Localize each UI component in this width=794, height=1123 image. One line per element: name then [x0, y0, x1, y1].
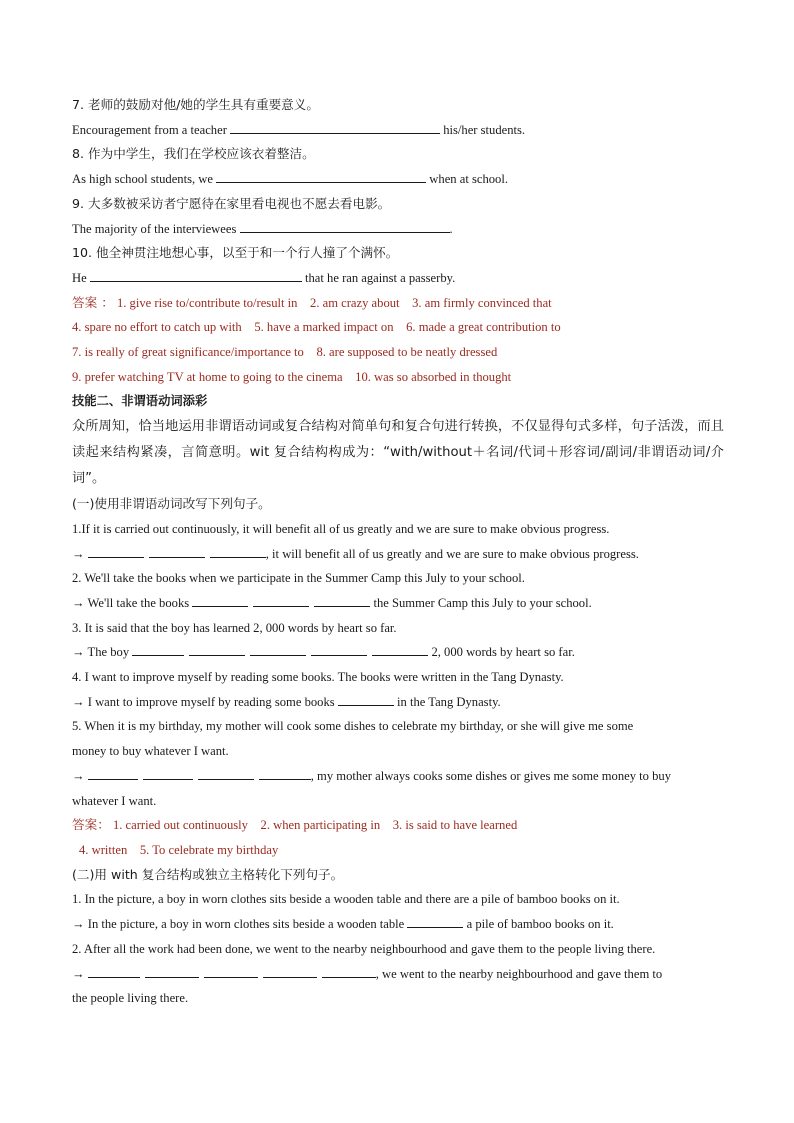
answer-label: 答案：: [72, 817, 110, 833]
rewrite-answer-5: → , my mother always cooks some dishes or gives me some money to buy: [72, 764, 724, 789]
answer-blank[interactable]: [338, 692, 394, 706]
answer-label: 答案 ：: [72, 294, 114, 310]
question-10-english: He that he ran against a passerby.: [72, 266, 724, 291]
answer-blank[interactable]: [88, 544, 144, 558]
question-7-english: Encouragement from a teacher his/her students.: [72, 118, 724, 143]
answer-blank[interactable]: [192, 593, 248, 607]
rewrite-answer-2: → We'll take the books the Summer Camp this July to your school.: [72, 591, 724, 616]
answer-blank[interactable]: [88, 964, 140, 978]
answer-line: 答案 ： 1. give rise to/contribute to/result in 2. am crazy about 3. am firmly convinced that: [72, 294, 552, 310]
answer-blank[interactable]: [143, 766, 193, 780]
answer-blank[interactable]: [407, 914, 463, 928]
arrow-icon: →: [72, 694, 85, 709]
answer-blank[interactable]: [230, 120, 440, 134]
answer-blank[interactable]: [250, 642, 306, 656]
rewrite-question-5-cont: money to buy whatever I want.: [72, 744, 229, 759]
answer-blank[interactable]: [322, 964, 376, 978]
rewrite-answer-4: → I want to improve myself by reading some books in the Tang Dynasty.: [72, 690, 724, 715]
answer-blank[interactable]: [90, 268, 302, 282]
arrow-icon: →: [72, 595, 85, 610]
answer-blank[interactable]: [149, 544, 205, 558]
question-8-english: As high school students, we when at school.: [72, 167, 724, 192]
answer-blank[interactable]: [204, 964, 258, 978]
answer-blank[interactable]: [240, 219, 450, 233]
answer-blank[interactable]: [314, 593, 370, 607]
answer-blank[interactable]: [216, 169, 426, 183]
rewrite-question-4: 4. I want to improve myself by reading some books. The books were written in the Tang Dynasty.: [72, 670, 564, 685]
subsection-title: (二)用 with 复合结构或独立主格转化下列句子。: [72, 866, 344, 882]
subsection-title: (一)使用非谓语动词改写下列句子。: [72, 496, 271, 512]
question-9-english: The majority of the interviewees .: [72, 217, 724, 242]
question-10-chinese: 10. 他全神贯注地想心事，以至于和一个行人撞了个满怀。: [72, 245, 399, 261]
rewrite-answer-2-cont: the people living there.: [72, 991, 189, 1006]
intro-paragraph: 众所周知，恰当地运用非谓语动词或复合结构对简单句和复合句进行转换，不仅显得句式多样，句子活泼，而且读起来结构紧凑，言简意明。wit 复合结构构成为：“with/without＋名词/代词＋形容词/副词/非谓语动词/介词”。: [72, 419, 724, 487]
document-content: [72, 93, 724, 1011]
question-9-chinese: 9. 大多数被采访者宁愿待在家里看电视也不愿去看电影。: [72, 195, 391, 211]
answer-line: 4. spare no effort to catch up with 5. have a marked impact on 6. made a great contribution to: [72, 320, 561, 335]
arrow-icon: →: [72, 546, 85, 561]
answer-blank[interactable]: [311, 642, 367, 656]
rewrite-answer-1: → In the picture, a boy in worn clothes sits beside a wooden table a pile of bamboo books on it.: [72, 912, 724, 937]
rewrite-question-1: 1. In the picture, a boy in worn clothes sits beside a wooden table and there are a pile of bamboo books on it.: [72, 892, 620, 907]
question-7-chinese: 7. 老师的鼓励对他/她的学生具有重要意义。: [72, 97, 319, 112]
answer-line: 7. is really of great significance/importance to 8. are supposed to be neatly dressed: [72, 345, 498, 360]
rewrite-question-3: 3. It is said that the boy has learned 2, 000 words by heart so far.: [72, 620, 397, 635]
answer-blank[interactable]: [145, 964, 199, 978]
answer-blank[interactable]: [259, 766, 311, 780]
arrow-icon: →: [72, 645, 85, 660]
answer-blank[interactable]: [88, 766, 138, 780]
rewrite-answer-1: → , it will benefit all of us greatly and we are sure to make obvious progress.: [72, 542, 724, 567]
answer-blank[interactable]: [198, 766, 254, 780]
section-heading: 技能二、非谓语动词添彩: [72, 394, 208, 409]
answer-line: 9. prefer watching TV at home to going to the cinema 10. was so absorbed in thought: [72, 369, 512, 384]
rewrite-question-2: 2. We'll take the books when we participate in the Summer Camp this July to your school.: [72, 571, 525, 586]
arrow-icon: →: [72, 917, 85, 932]
question-8-chinese: 8. 作为中学生，我们在学校应该衣着整洁。: [72, 146, 315, 162]
rewrite-question-2: 2. After all the work had been done, we went to the nearby neighbourhood and gave them to the people living there.: [72, 941, 656, 956]
answer-blank[interactable]: [132, 642, 184, 656]
rewrite-question-1: 1.If it is carried out continuously, it will benefit all of us greatly and we are sure to make obvious progress.: [72, 521, 610, 536]
rewrite-question-5: 5. When it is my birthday, my mother will cook some dishes to celebrate my birthday, or she will give me some: [72, 719, 634, 734]
rewrite-answer-2: → , we went to the nearby neighbourhood and gave them to: [72, 962, 724, 987]
answer-line: 4. written 5. To celebrate my birthday: [79, 842, 279, 857]
rewrite-answer-5-cont: whatever I want.: [72, 793, 157, 808]
answer-blank[interactable]: [189, 642, 245, 656]
rewrite-answer-3: → The boy 2, 000 words by heart so far.: [72, 640, 724, 665]
answer-blank[interactable]: [210, 544, 266, 558]
answer-blank[interactable]: [253, 593, 309, 607]
arrow-icon: →: [72, 966, 85, 981]
answer-blank[interactable]: [372, 642, 428, 656]
answer-line: 答案： 1. carried out continuously 2. when participating in 3. is said to have learned: [72, 817, 518, 833]
answer-blank[interactable]: [263, 964, 317, 978]
arrow-icon: →: [72, 768, 85, 783]
